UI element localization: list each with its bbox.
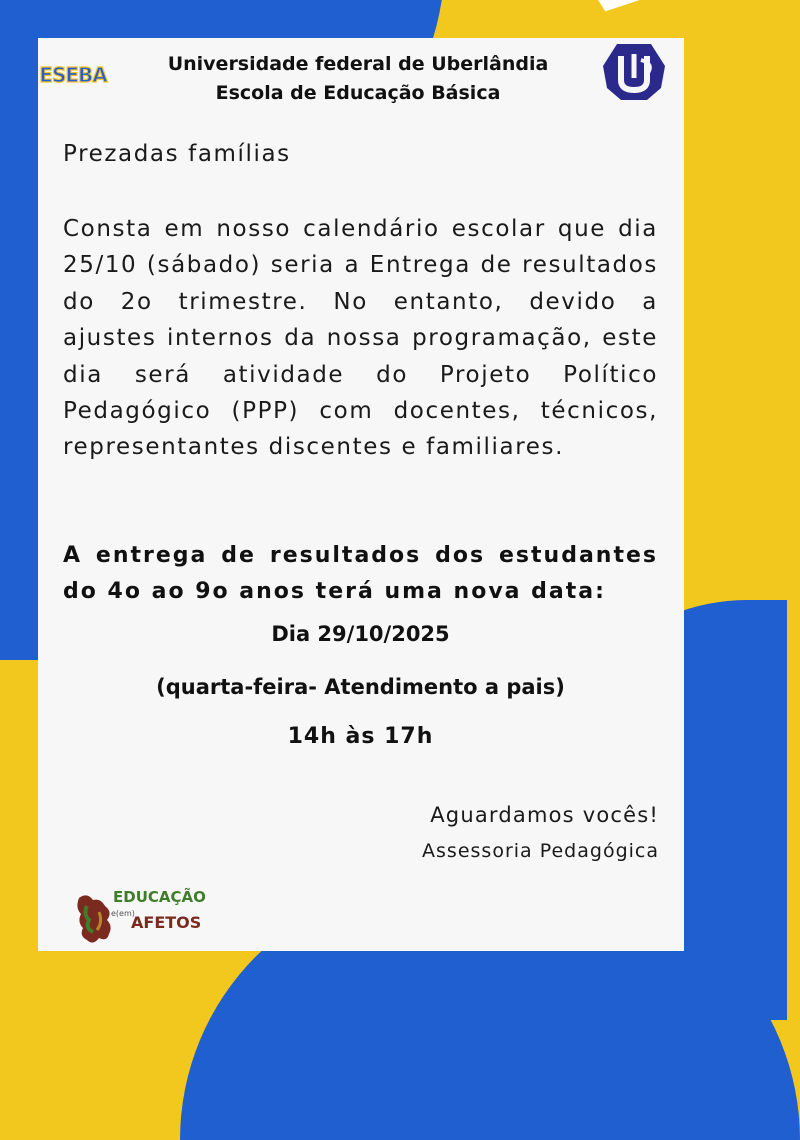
time-range: 14h às 17h: [287, 724, 434, 749]
signature: Assessoria Pedagógica: [422, 840, 659, 862]
university-name: Universidade federal de Uberlândia: [167, 53, 549, 75]
closing-message: Aguardamos vocês!: [430, 803, 659, 827]
hands-icon: [77, 895, 110, 942]
eseba-logo: [39, 49, 107, 95]
eseba-logo-text: ESEBA: [39, 63, 107, 87]
ufu-logo: [601, 42, 667, 102]
announcement-paragraph: Consta em nosso calendário escolar que dia 25/10 (sábado) seria a Entrega de resultados do 2o trimestre. No entanto, devido a ajustes internos da nossa programação, este dia será atividade do Projeto Político Pedagógico (PPP) com docentes, técnicos, representantes discentes e familiares.: [63, 216, 658, 461]
school-name: Escola de Educação Básica: [215, 82, 501, 104]
highlight-line-1: A entrega de resultados dos estudantes: [63, 543, 658, 568]
afetos-logo-top: EDUCAÇÃO: [113, 888, 206, 906]
new-date: Dia 29/10/2025: [271, 622, 450, 646]
weekday-note: (quarta-feira- Atendimento a pais): [156, 675, 565, 699]
highlight-line-2: do 4o ao 9o anos terá uma nova data:: [63, 579, 606, 604]
page-header: [118, 50, 598, 108]
afetos-logo-mid: e(em): [111, 909, 135, 918]
background-white-wedge: [579, 0, 639, 21]
notice-card: [38, 38, 684, 951]
greeting: Prezadas famílias: [63, 141, 291, 167]
educacao-afetos-logo: [73, 878, 206, 950]
afetos-logo-bottom: AFETOS: [131, 913, 202, 932]
